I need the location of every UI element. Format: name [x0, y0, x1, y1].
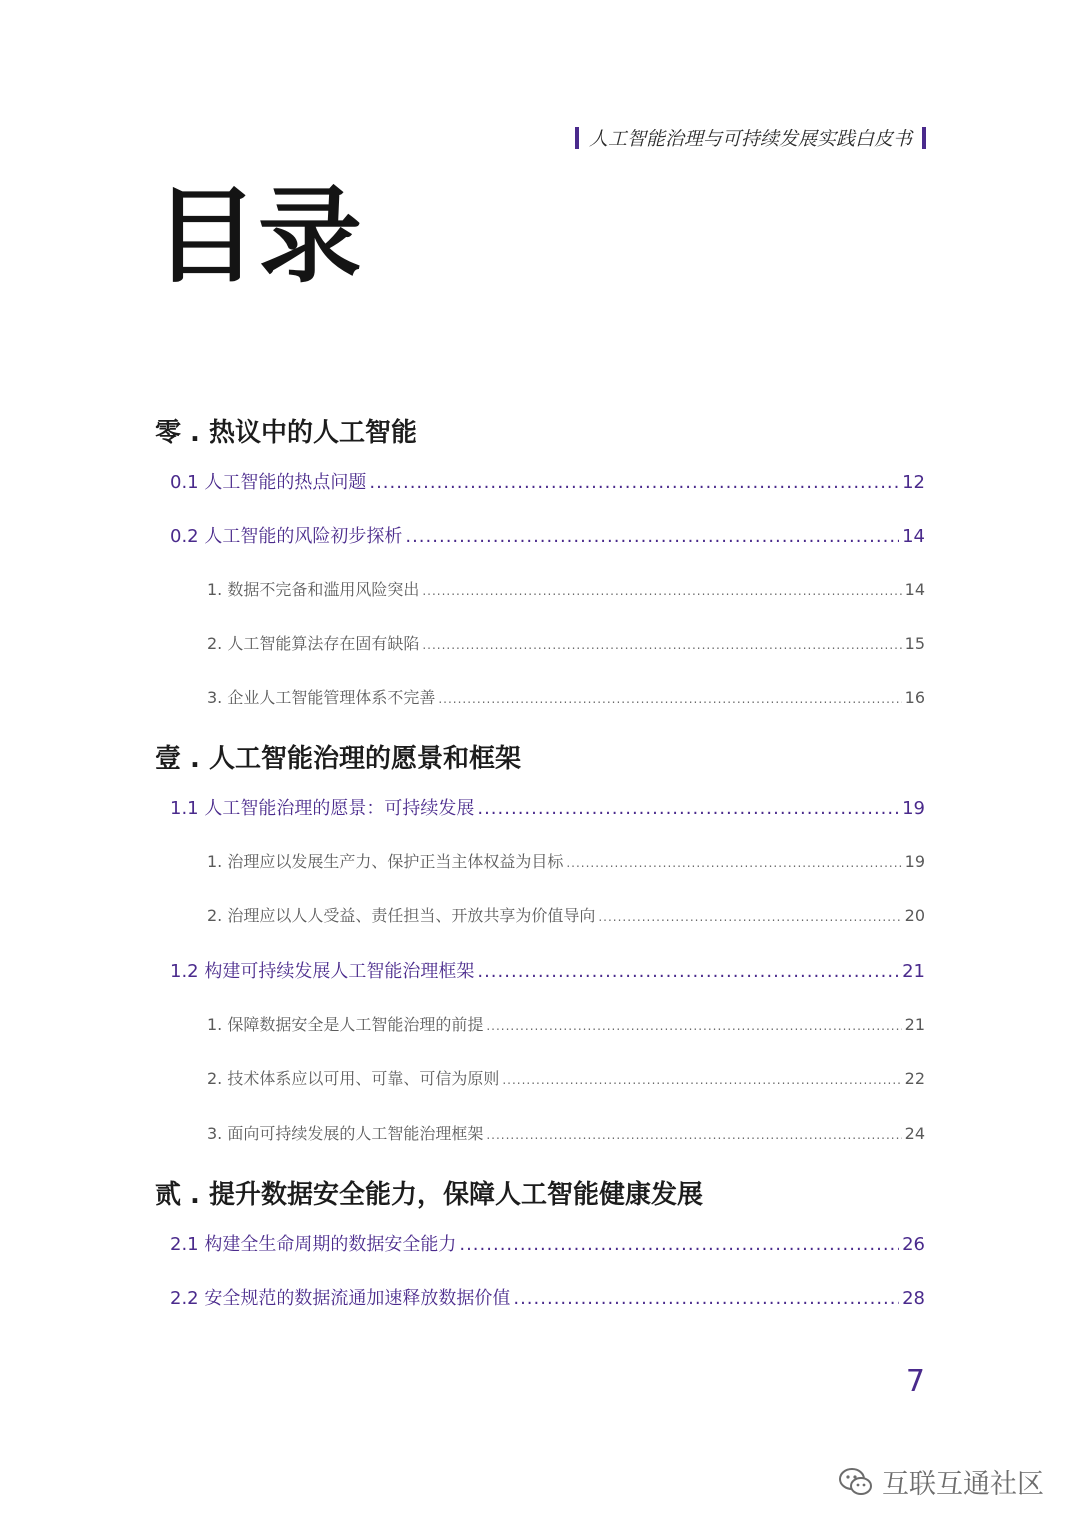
toc-entry-page: 14: [902, 526, 925, 547]
toc-entry-label: 2.1 构建全生命周期的数据安全能力: [170, 1234, 457, 1255]
page-title: 目录: [154, 175, 363, 297]
toc-entry-label: 0.2 人工智能的风险初步探析: [170, 526, 403, 547]
toc-subentry-1-2-2[interactable]: [207, 1066, 925, 1090]
toc-entry-label: 2. 治理应以人人受益、责任担当、开放共享为价值导向: [207, 906, 596, 925]
toc-entry-page: 28: [902, 1288, 925, 1309]
toc-entry-label: 1. 保障数据安全是人工智能治理的前提: [207, 1015, 484, 1034]
toc-subentry-1-1-1[interactable]: [207, 849, 925, 873]
toc-entry-label: 1. 治理应以发展生产力、保护正当主体权益为目标: [207, 852, 564, 871]
toc-entry-label: 2. 技术体系应以可用、可靠、可信为原则: [207, 1069, 500, 1088]
toc-entry-page: 20: [904, 906, 925, 925]
wechat-icon: [838, 1467, 874, 1497]
toc-entry-label: 2.2 安全规范的数据流通加速释放数据价值: [170, 1288, 511, 1309]
dot-leader: [502, 1073, 901, 1087]
dot-leader: [438, 692, 901, 706]
dot-leader: [486, 1019, 901, 1033]
toc-entry-0-1[interactable]: [170, 468, 925, 494]
running-header: [575, 124, 926, 151]
toc-entry-label: 1.1 人工智能治理的愿景：可持续发展: [170, 798, 475, 819]
toc-entry-page: 19: [904, 852, 925, 871]
toc-subentry-1-2-3[interactable]: [207, 1121, 925, 1145]
dot-leader: [513, 1288, 899, 1309]
chapter-heading-0: 零 . 热议中的人工智能: [155, 418, 417, 448]
dot-leader: [477, 798, 899, 819]
dot-leader: [422, 584, 901, 598]
toc-subentry-0-2-1[interactable]: [207, 577, 925, 601]
toc-entry-page: 12: [902, 472, 925, 493]
chapter-heading-1: 壹 . 人工智能治理的愿景和框架: [155, 744, 521, 774]
chapter-heading-2: 贰 . 提升数据安全能力，保障人工智能健康发展: [155, 1180, 703, 1210]
toc-entry-page: 16: [904, 688, 925, 707]
toc-entry-page: 26: [902, 1234, 925, 1255]
toc-entry-page: 21: [902, 961, 925, 982]
dot-leader: [486, 1128, 901, 1142]
toc-entry-page: 14: [904, 580, 925, 599]
toc-entry-page: 19: [902, 798, 925, 819]
toc-entry-1-1[interactable]: [170, 794, 925, 820]
dot-leader: [369, 472, 899, 493]
dot-leader: [405, 526, 899, 547]
header-title: 人工智能治理与可持续发展实践白皮书: [588, 128, 912, 150]
page-number: 7: [905, 1364, 925, 1399]
header-right-bar: [922, 127, 926, 149]
toc-entry-page: 15: [904, 634, 925, 653]
toc-subentry-1-2-1[interactable]: [207, 1012, 925, 1036]
toc-entry-0-2[interactable]: [170, 522, 925, 548]
toc-subentry-0-2-2[interactable]: [207, 631, 925, 655]
toc-entry-page: 24: [904, 1124, 925, 1143]
dot-leader: [598, 910, 901, 924]
dot-leader: [459, 1234, 899, 1255]
toc-entry-label: 3. 企业人工智能管理体系不完善: [207, 688, 436, 707]
watermark-text: 互联互通社区: [882, 1469, 1044, 1500]
dot-leader: [566, 856, 901, 870]
toc-entry-label: 3. 面向可持续发展的人工智能治理框架: [207, 1124, 484, 1143]
toc-entry-page: 21: [904, 1015, 925, 1034]
toc-entry-2-2[interactable]: [170, 1284, 925, 1310]
toc-entry-1-2[interactable]: [170, 957, 925, 983]
header-left-bar: [575, 127, 579, 149]
toc-entry-label: 0.1 人工智能的热点问题: [170, 472, 367, 493]
toc-entry-label: 1. 数据不完备和滥用风险突出: [207, 580, 420, 599]
toc-entry-label: 1.2 构建可持续发展人工智能治理框架: [170, 961, 475, 982]
watermark: [838, 1462, 1044, 1501]
toc-entry-page: 22: [904, 1069, 925, 1088]
toc-entry-2-1[interactable]: [170, 1230, 925, 1256]
toc-subentry-0-2-3[interactable]: [207, 685, 925, 709]
toc-subentry-1-1-2[interactable]: [207, 903, 925, 927]
toc-entry-label: 2. 人工智能算法存在固有缺陷: [207, 634, 420, 653]
dot-leader: [477, 961, 899, 982]
dot-leader: [422, 638, 901, 652]
